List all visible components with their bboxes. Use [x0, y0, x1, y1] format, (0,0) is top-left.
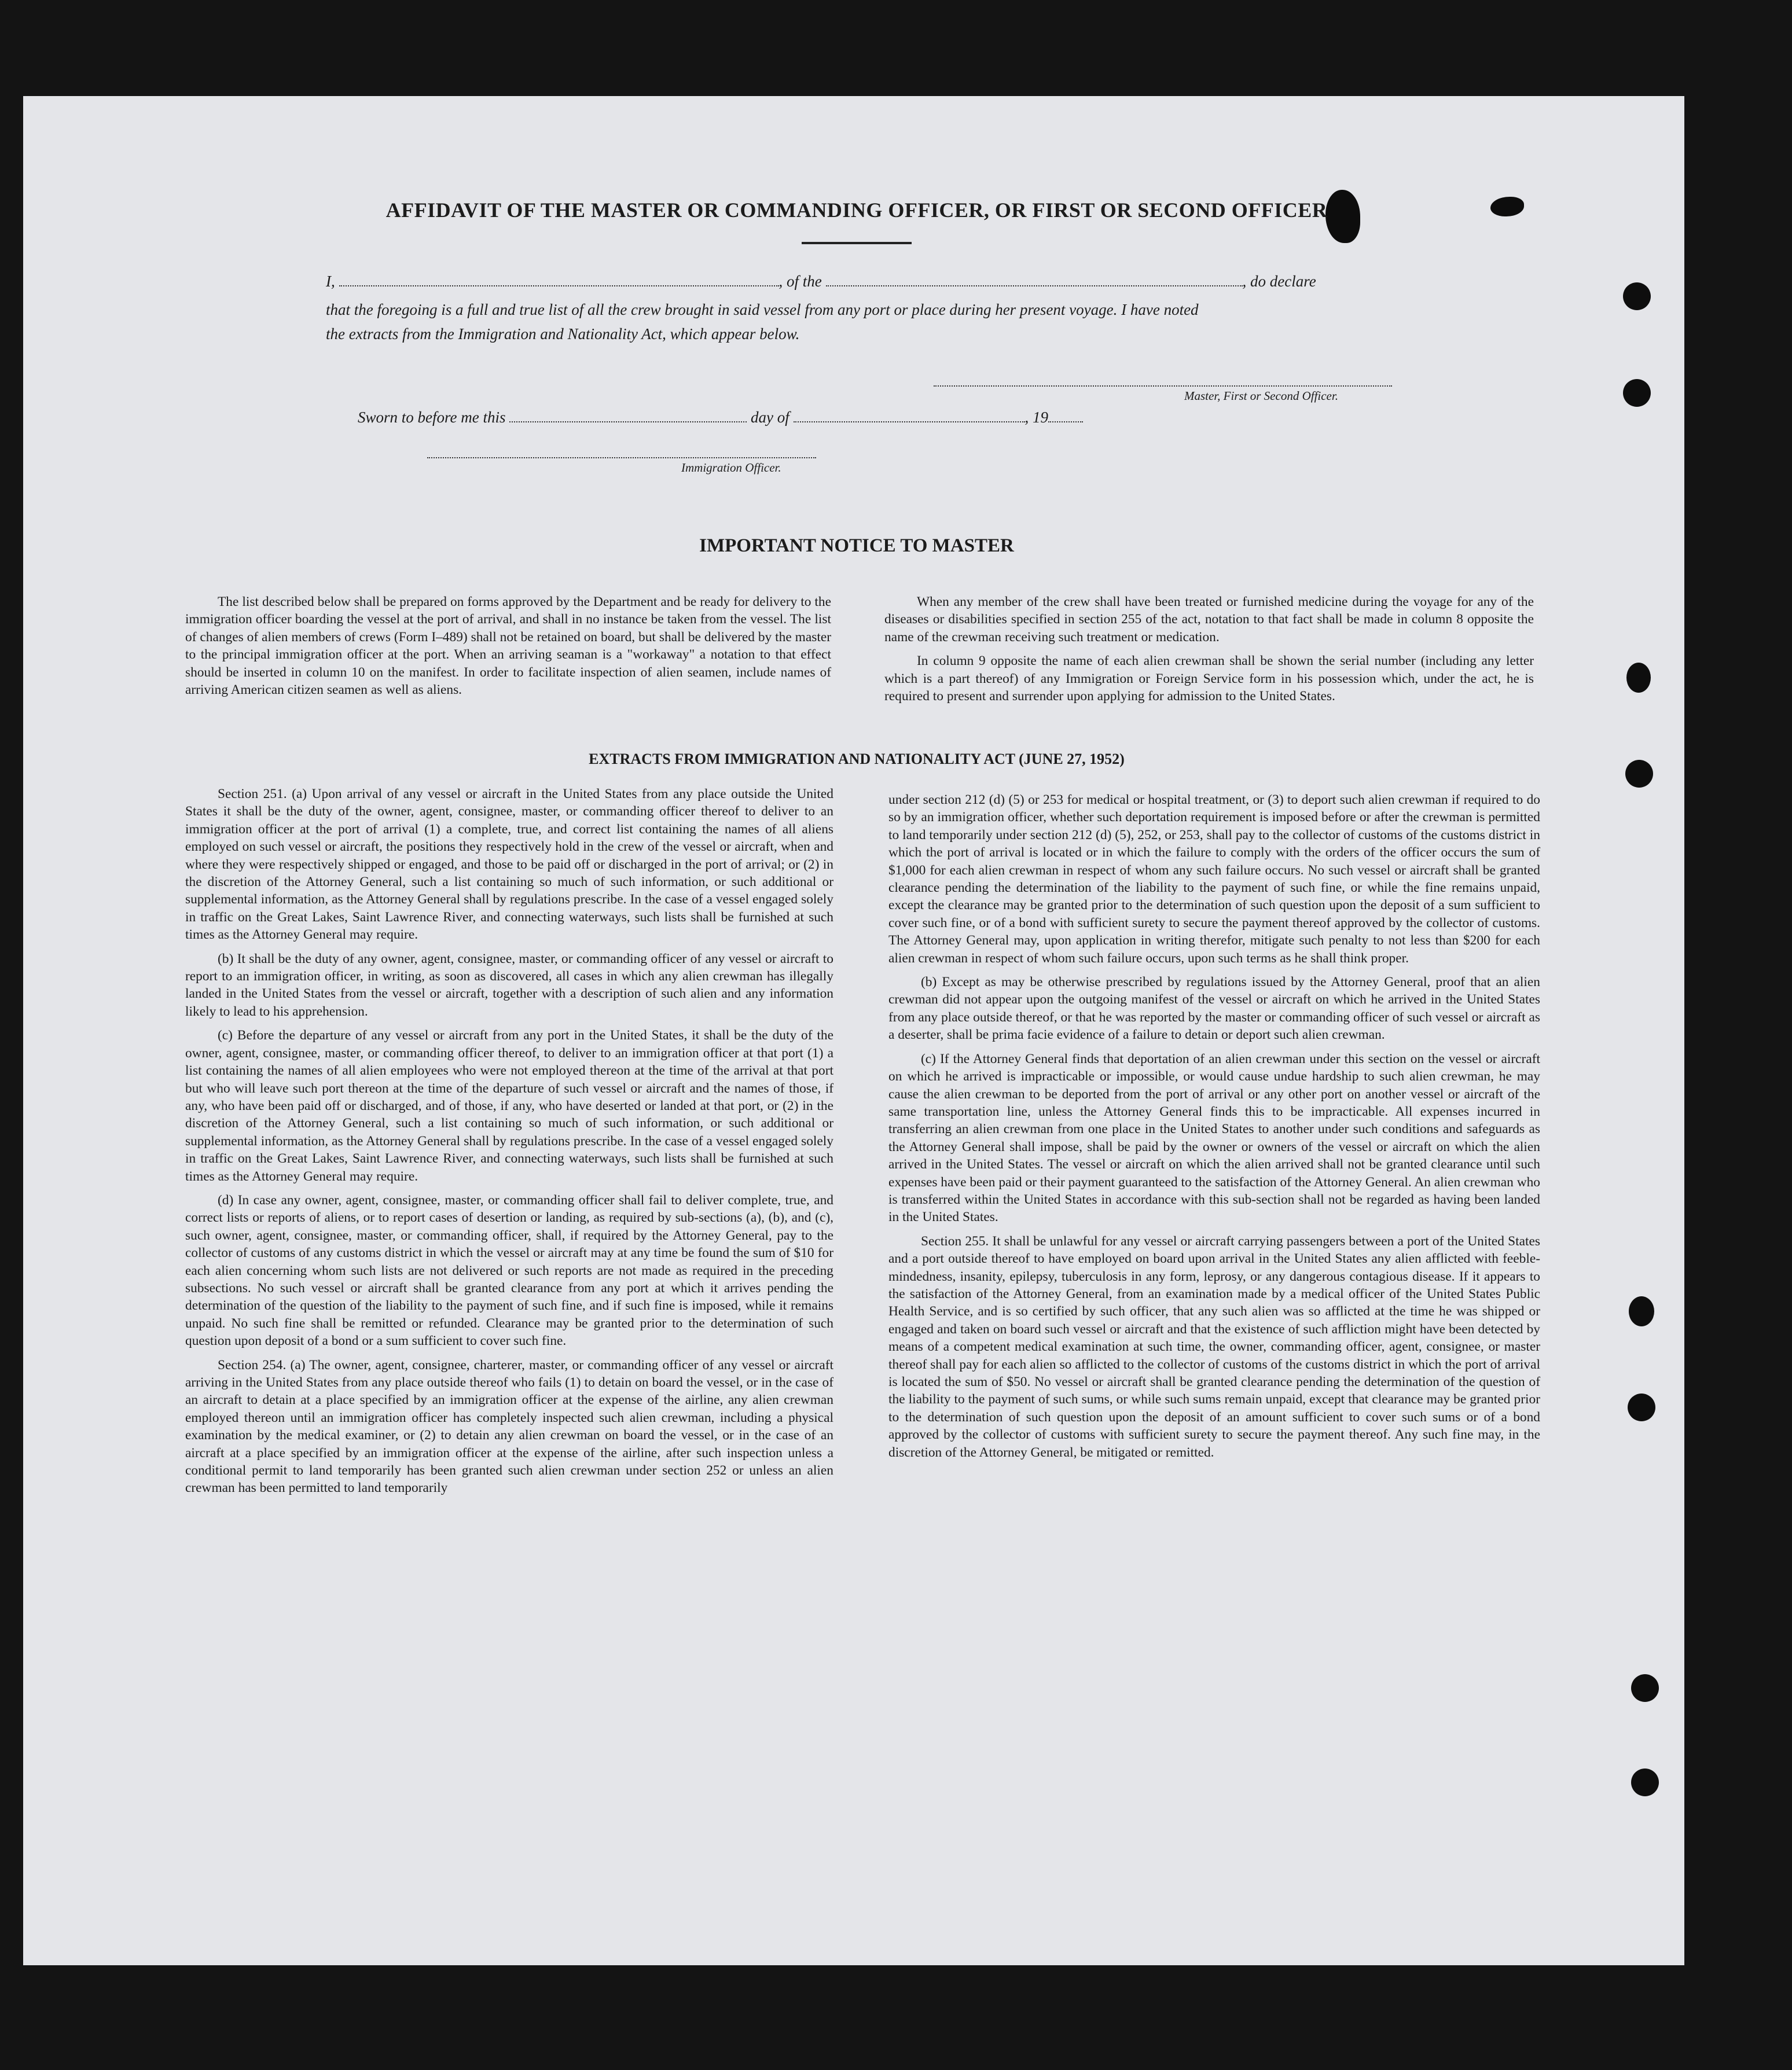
section-254-a-continued: under section 212 (d) (5) or 253 for medical or hospital treatment, or (3) to deport such alien crewman if required to do so by an immigration officer, whether such deportation requirement is imposed before or after the crewman is permitted to land temporarily under section 212 (d) (5), 252, or 253, shall pay to the collector of customs of the customs district in which the port of arrival is located or in which the failure to comply with the orders of the officer occurs the sum of $1,000 for each alien crewman in respect of whom any such failure occurs. No such vessel or aircraft shall be granted clearance pending the determination of the liability to the payment of such fine, or while the fine remains unpaid, except the clearance may be granted prior to the determination of such question upon the deposit of a sum sufficient to cover such fine, or of a bond with sufficient surety to secure the payment thereof approved by the collector of customs. The Attorney General may, upon application in writing therefor, mitigate such penalty to not less than $200 for each alien crewman in respect of whom such failure occurs, upon such terms as he shall think proper. [888, 792, 1540, 966]
sworn-year-blank[interactable] [1048, 410, 1083, 422]
punch-hole [1623, 379, 1651, 407]
extracts-heading: EXTRACTS FROM IMMIGRATION AND NATIONALITY ACT (JUNE 27, 1952) [589, 751, 1125, 767]
section-251-b: (b) It shall be the duty of any owner, agent, consignee, master, or commanding officer of any vessel or aircraft to report to an immigration officer, in writing, as soon as discovered, all cases in which any alien crewman has illegally landed in the United States from the vessel or aircraft, together with a description of such alien and any information likely to lead to his apprehension. [185, 951, 833, 1019]
notice-right-paragraph-1: When any member of the crew shall have been treated or furnished medicine during the voyage for any of the diseases or disabilities specified in section 255 of the act, notation to that fact shall be made in column 8 opposite the name of the crewman receiving such treatment or medication. [884, 594, 1534, 645]
sworn-text: Sworn to before me this [358, 409, 506, 426]
sworn-month-blank[interactable] [794, 410, 1025, 422]
section-255: Section 255. It shall be unlawful for any vessel or aircraft carrying passengers between a port of the United States and a port outside thereof to have employed on board upon arrival in the United States any alien afflicted with feeble-mindedness, insanity, epilepsy, tuberculosis in any form, leprosy, or any dangerous contagious disease. If it appears to the satisfaction of the Attorney General, from an examination made by a medical officer of the United States Public Health Service, and is so certified by such officer, that any such alien was so afflicted at the time he was shipped or engaged and taken on board such vessel or aircraft and that the existence of such affliction might have been detected by means of a competent medical examination at such time, the owner, commanding officer, agent, consignee, or master thereof shall pay for each alien so afflicted to the collector of customs of the customs district in which the port of arrival is located the sum of $50. No vessel or aircraft shall be granted clearance pending the determination of the question of the liability to the payment of such sums, or while such sums remain unpaid, except that clearance may be granted prior to the determination of such question upon the deposit of an amount sufficient to cover such sums or of a bond approved by the collector of customs with sufficient surety to secure the payment thereof. Any such fine may, in the discretion of the Attorney General, be mitigated or remitted. [888, 1233, 1540, 1460]
punch-hole [1631, 1768, 1659, 1796]
section-254-b: (b) Except as may be otherwise prescribed by regulations issued by the Attorney General, proof that an alien crewman did not appear upon the outgoing manifest of the vessel or aircraft on which he arrived in the United States from any place outside thereof, or that he was reported by the master or commanding officer of such vessel or aircraft as a deserter, shall be prima facie evidence of a failure to detain or deport such alien crewman. [888, 975, 1540, 1043]
title-underline [802, 242, 912, 244]
section-254-a: Section 254. (a) The owner, agent, consignee, charterer, master, or commanding officer of any vessel or aircraft arriving in the United States from any place outside thereof who fails (1) to detain on board the vessel, or in the case of an aircraft to detain at a place specified by an immigration officer at the expense of the airline, any alien crewman employed thereon until an immigration officer has completely inspected such alien crewman, including a physical examination by the medical examiner, or (2) to detain any alien crewman on board the vessel, or in the case of an aircraft at a place specified by an immigration officer at the expense of the airline, after such inspection unless a conditional permit to land temporarily has been granted such alien crewman under section 252 or unless an alien crewman has been permitted to land temporarily [185, 1357, 833, 1496]
year-text: , 19 [1024, 409, 1048, 426]
declaration-line-3: the extracts from the Immigration and Nationality Act, which appear below. [326, 325, 800, 343]
sworn-day-blank[interactable] [509, 410, 747, 422]
notice-right-paragraph-2: In column 9 opposite the name of each alien crewman shall be shown the serial number (including any letter which is a part thereof) of any Immigration or Foreign Service form in his possession which, under the act, he is required to present and surrender upon applying for admission to the United States. [884, 653, 1534, 704]
notice-heading: IMPORTANT NOTICE TO MASTER [699, 535, 1014, 556]
name-blank[interactable] [339, 274, 779, 286]
extracts-left-column [185, 785, 833, 1503]
notice-right-column [884, 593, 1534, 711]
punch-hole [1628, 1394, 1655, 1421]
day-of-text: day of [751, 409, 789, 426]
notice-left-paragraph: The list described below shall be prepared on forms approved by the Department and be ready for delivery to the immigration officer boarding the vessel at the port of arrival, and shall in no instance be taken from the vessel. The list of changes of alien members of crews (Form I–489) shall not be retained on board, but shall be delivered by the master to the principal immigration officer at the port. When an arriving seaman is a "workaway" a notation to that effect should be inserted in column 10 on the manifest. In order to facilitate inspection of alien seamen, include names of arriving American citizen seamen as well as aliens. [185, 594, 831, 698]
punch-hole [1623, 282, 1651, 310]
declare-i: I, [326, 273, 335, 290]
punch-hole [1626, 663, 1651, 693]
notice-left-column [185, 593, 831, 705]
punch-hole [1631, 1674, 1659, 1702]
section-251-a: Section 251. (a) Upon arrival of any vessel or aircraft in the United States from any place outside the United States it shall be the duty of the owner, agent, consignee, master, or commanding officer thereof to deliver to an immigration officer at the port of arrival (1) a complete, true, and correct list containing the names of all aliens employed on such vessel or aircraft, the positions they respectively hold in the crew of the vessel or aircraft, when and where they were respectively shipped or engaged, and those to be paid off or discharged in the port of arrival; or (2) in the discretion of the Attorney General, such a list containing so much of such information, or such additional or supplemental information, as the Attorney General shall by regulations prescribe. In the case of a vessel engaged solely in traffic on the Great Lakes, Saint Lawrence River, and connecting waterways, such lists shall be furnished at such times as the Attorney General may require. [185, 786, 833, 943]
officer-label: Immigration Officer. [681, 461, 781, 475]
vessel-blank[interactable] [826, 274, 1243, 286]
section-251-d: (d) In case any owner, agent, consignee, master, or commanding officer shall fail to deliver complete, true, and correct lists or reports of aliens, or to report cases of desertion or landing, as required by sub-sections (a), (b), and (c), such owner, agent, consignee, master, or commanding officer, shall, if required by the Attorney General, pay to the collector of customs of any customs district in which the vessel or aircraft may at any time be found the sum of $10 for each alien concerning whom such lists are not delivered or such reports are not made as required in the preceding subsections. No such vessel or aircraft shall be granted clearance from any port at which it arrives pending the determination of the question of the liability to the payment of such fine, and if such fine is imposed, while it remains unpaid. No such fine shall be remitted or refunded. Clearance may be granted prior to the determination of such question upon deposit of a bond or a sum sufficient to cover such fine. [185, 1192, 833, 1349]
section-251-c: (c) Before the departure of any vessel or aircraft from any port in the United States, it shall be the duty of the owner, agent, consignee, master, or commanding officer thereof, to deliver to an immigration officer at that port (1) a list containing the names of all alien employees who were not employed thereon at the time of the arrival at that port but who will leave such port thereon at the time of the departure of such vessel or aircraft and the names of those, if any, who have been paid off or discharged, and of those, if any, who have deserted or landed at that port, or (2) in the discretion of the Attorney General, such a list containing so much of such information, or such additional or supplemental information, as the Attorney General shall by regulations prescribe. In the case of a vessel engaged solely in traffic on the Great Lakes, Saint Lawrence River, and connecting waterways, such lists shall be furnished at such times as the Attorney General may require. [185, 1028, 833, 1184]
declaration-line-2: that the foregoing is a full and true list of all the crew brought in said vessel from any port or place during her present voyage. I have noted [326, 301, 1199, 318]
affidavit-title: AFFIDAVIT OF THE MASTER OR COMMANDING OFFICER, OR FIRST OR SECOND OFFICER [385, 198, 1328, 222]
sworn-line [358, 409, 1083, 426]
section-254-c: (c) If the Attorney General finds that deportation of an alien crewman under this section on the vessel or aircraft on which he arrived is impracticable or impossible, or would cause undue hardship to such alien crewman, he may cause the alien crewman to be deported from the port of arrival or any other port on another vessel or aircraft of the same transportation line, unless the Attorney General finds this to be impracticable. All expenses incurred in transferring an alien crewman from one place in the United States to another under such conditions and safeguards as the Attorney General shall impose, shall be paid by the owner or owners of the vessel or aircraft on which the alien arrived in the United States. The vessel or aircraft on which the alien arrived shall not be granted clearance until such expenses have been paid or their payment guaranteed to the satisfaction of the Attorney General. An alien crewman who is transferred within the United States in accordance with this sub-section shall not be regarded as having been landed in the United States. [888, 1051, 1540, 1225]
extracts-right-column [888, 791, 1540, 1468]
declare-end: , do declare [1242, 273, 1316, 290]
officer-signature-line[interactable] [427, 457, 816, 458]
master-label: Master, First or Second Officer. [1184, 389, 1338, 403]
declaration-line-1 [326, 273, 1316, 291]
punch-hole [1629, 1296, 1654, 1326]
declare-of-the: , of the [779, 273, 822, 290]
master-signature-line[interactable] [934, 385, 1392, 387]
